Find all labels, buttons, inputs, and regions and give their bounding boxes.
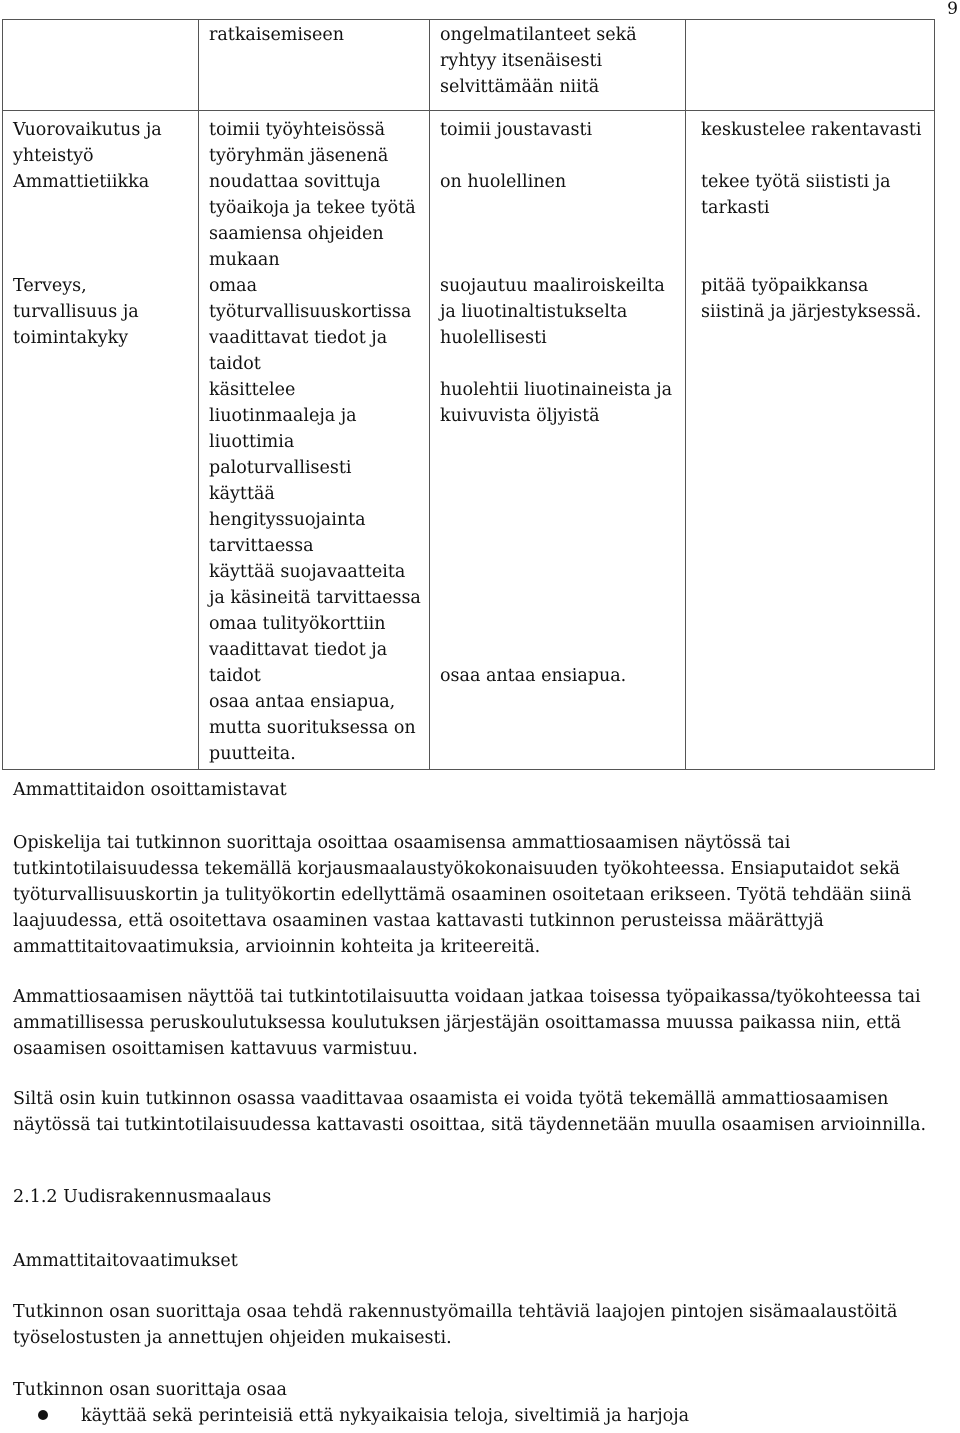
col4-item: tekee työtä siististi ja tarkasti bbox=[701, 172, 891, 218]
col2-item: käyttää suojavaatteita ja käsineitä tarvittaessa bbox=[209, 562, 421, 608]
col3-item: huolehtii liuotinaineista ja kuivuvista öljyistä bbox=[440, 380, 673, 426]
criterion-terveys: Terveys, turvallisuus ja toimintakyky bbox=[13, 276, 139, 348]
cell-text: ratkaisemiseen bbox=[209, 25, 344, 45]
criterion-ammattietiikka: Ammattietiikka bbox=[13, 172, 150, 192]
table-row bbox=[3, 111, 935, 770]
table-cell bbox=[686, 111, 935, 770]
intro-paragraph: Tutkinnon osan suorittaja osaa tehdä rakennustyömailla tehtäviä laajojen pintojen sisämaalaustöitä työselostusten ja annettujen ohjeiden mukaisesti. bbox=[13, 1302, 898, 1348]
paragraph: Opiskelija tai tutkinnon suorittaja osoittaa osaamisensa ammattiosaamisen näytössä tai tutkintotilaisuudessa tekemällä korjausmaalaustyökokonaisuuden työkohteessa. Ensiaputaidot sekä työturvallisuuskortin ja tulityökortin edellyttämä osaaminen osoitetaan erikseen. Työtä tehdään siinä laajuudessa, että osoitettava osaaminen vastaa kattavasti tutkinnon perusteissa määrättyjä ammattitaitovaatimuksia, arvioinnin kohteita ja kriteereitä. bbox=[13, 833, 912, 957]
cell-text: ongelmatilanteet sekä ryhtyy itsenäisesti selvittämään niitä bbox=[440, 25, 637, 97]
cell-text bbox=[686, 20, 934, 22]
table-cell bbox=[686, 20, 935, 111]
table-cell bbox=[430, 20, 686, 111]
paragraph: Siltä osin kuin tutkinnon osassa vaadittavaa osaamista ei voida työtä tekemällä ammattiosaamisen näytössä tai tutkintotilaisuudessa kattavasti osoittaa, sitä täydennetään muulla osaamisen arvioinnilla. bbox=[13, 1089, 927, 1135]
col2-item: käsittelee liuotinmaaleja ja liuottimia paloturvallisesti bbox=[209, 380, 357, 478]
page-number: 9 bbox=[947, 0, 958, 19]
col3-item: toimii joustavasti bbox=[440, 120, 593, 140]
col2-item: osaa antaa ensiapua, mutta suorituksessa on puutteita. bbox=[209, 692, 416, 764]
paragraph: Ammattiosaamisen näyttöä tai tutkintotilaisuutta voidaan jatkaa toisessa työpaikassa/työkohteessa tai ammatillisessa peruskoulutuksessa koulutuksen järjestäjän osoittamassa muussa paikassa niin, että osaamisen osoittamisen kattavuus varmistuu. bbox=[13, 987, 921, 1059]
list-item: käyttää sekä perinteisiä että nykyaikaisia teloja, siveltimiä ja harjoja bbox=[81, 1406, 690, 1426]
assessment-criteria-table bbox=[2, 19, 935, 770]
col2-item: toimii työyhteisössä työryhmän jäsenenä bbox=[209, 120, 389, 166]
col2-item: omaa työturvallisuuskortissa vaadittavat tiedot ja taidot bbox=[209, 276, 412, 374]
col3-item: on huolellinen bbox=[440, 172, 567, 192]
col2-item: käyttää hengityssuojainta tarvittaessa bbox=[209, 484, 366, 556]
criterion-vuorovaikutus: Vuorovaikutus ja yhteistyö bbox=[13, 120, 162, 166]
list-lead: Tutkinnon osan suorittaja osaa bbox=[13, 1380, 287, 1400]
col4-item: pitää työpaikkansa siistinä ja järjestyksessä. bbox=[701, 276, 922, 322]
col3-item: suojautuu maaliroiskeilta ja liuotinaltistukselta huolellisesti bbox=[440, 276, 665, 348]
col4-item: keskustelee rakentavasti bbox=[701, 120, 922, 140]
table-cell bbox=[3, 20, 199, 111]
subheading: Ammattitaitovaatimukset bbox=[13, 1251, 238, 1271]
col2-item: noudattaa sovittuja työaikoja ja tekee työtä saamiensa ohjeiden mukaan bbox=[209, 172, 416, 270]
cell-text bbox=[3, 20, 198, 22]
section-heading: Ammattitaidon osoittamistavat bbox=[13, 780, 287, 800]
table-row bbox=[3, 20, 935, 111]
col3-item: osaa antaa ensiapua. bbox=[440, 666, 627, 686]
table-cell bbox=[199, 111, 430, 770]
bullet-icon bbox=[38, 1410, 48, 1420]
subsection-title: 2.1.2 Uudisrakennusmaalaus bbox=[13, 1187, 272, 1207]
table-cell bbox=[430, 111, 686, 770]
table-cell bbox=[3, 111, 199, 770]
col2-item: omaa tulityökorttiin vaadittavat tiedot ja taidot bbox=[209, 614, 388, 686]
table-cell bbox=[199, 20, 430, 111]
